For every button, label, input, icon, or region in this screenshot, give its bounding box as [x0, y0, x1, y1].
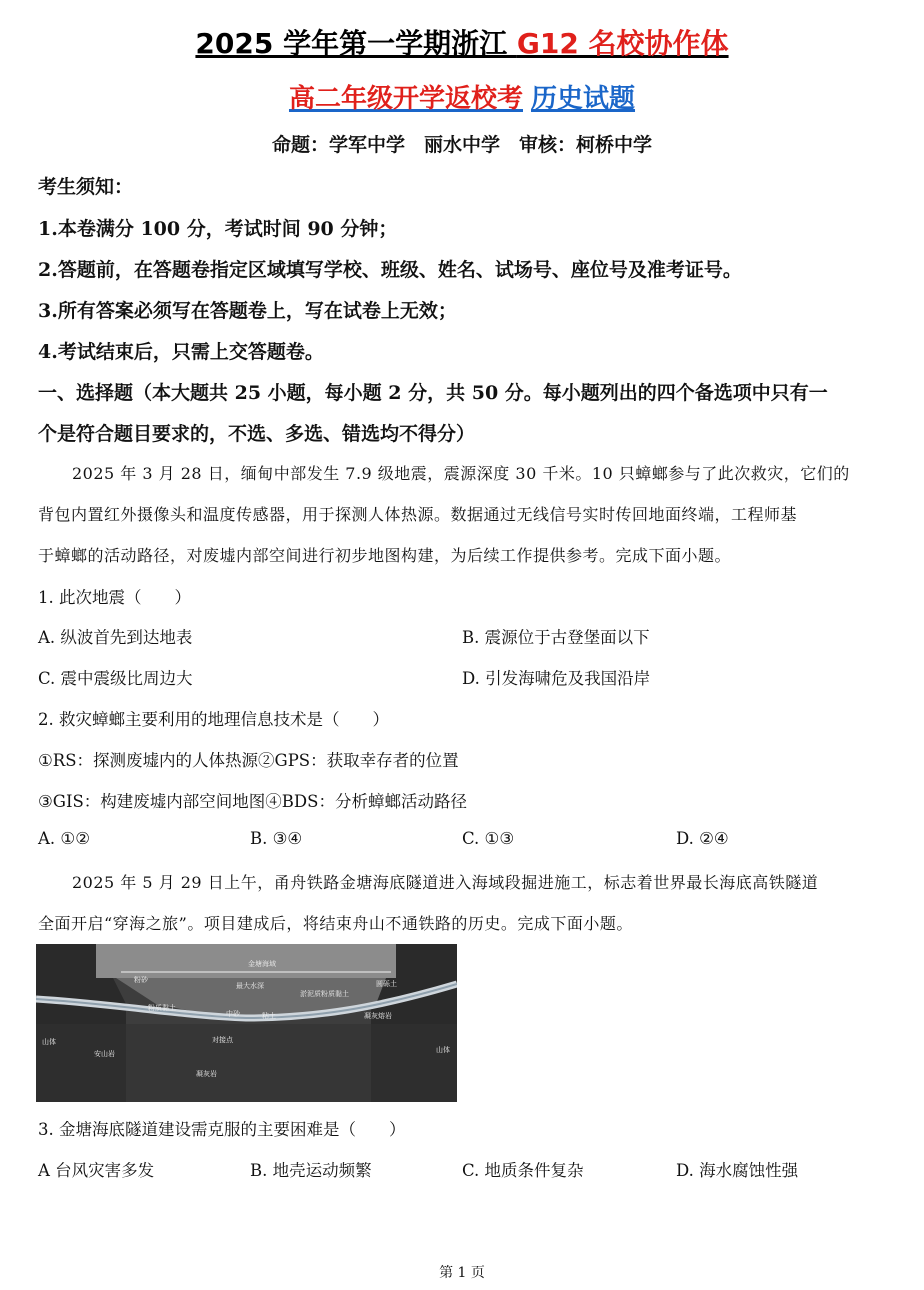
figure-label: 安山岩 — [94, 1050, 115, 1058]
passage-line: 于蟑螂的活动路径，对废墟内部空间进行初步地图构建，为后续工作提供参考。完成下面小题。 — [38, 546, 732, 565]
section-heading: 一、选择题（本大题共 25 小题，每小题 2 分，共 50 分。每小题列出的四个备选项中只有一 — [38, 382, 828, 404]
q3-option-b: B. 地壳运动频繁 — [250, 1161, 372, 1180]
figure-label: 中砂 — [226, 1010, 240, 1018]
figure-label: 粘土 — [262, 1012, 276, 1020]
exam-subtitle-subject: 历史试题 — [531, 84, 636, 114]
figure-label: 凝灰岩 — [196, 1070, 217, 1078]
q2-statement-line: ③GIS：构建废墟内部空间地图④BDS：分析蟑螂活动路径 — [38, 792, 467, 811]
q3-option-c: C. 地质条件复杂 — [462, 1161, 584, 1180]
question-2-stem: 2. 救灾蟑螂主要利用的地理信息技术是（ ） — [38, 710, 389, 729]
exam-title — [0, 22, 924, 62]
section-heading-cont: 个是符合题目要求的，不选、多选、错选均不得分） — [38, 423, 476, 445]
passage-line: 全面开启“穿海之旅”。项目建成后，将结束舟山不通铁路的历史。完成下面小题。 — [38, 914, 633, 933]
notice-item: 4.考试结束后，只需上交答题卷。 — [38, 341, 324, 363]
exam-subtitle — [0, 78, 924, 115]
figure-label: 圆砾土 — [376, 980, 397, 988]
notice-item: 1.本卷满分 100 分，考试时间 90 分钟； — [38, 218, 398, 240]
exam-subtitle-grade: 高二年级开学返校考 — [288, 84, 523, 114]
figure-label: 山体 — [436, 1046, 450, 1054]
notice-heading: 考生须知： — [38, 176, 134, 198]
exam-title-main: 2025 学年第一学期浙江 — [195, 27, 517, 60]
q2-statement-line: ①RS：探测废墟内的人体热源②GPS：获取幸存者的位置 — [38, 751, 459, 770]
q1-option-c: C. 震中震级比周边大 — [38, 669, 193, 688]
question-1-stem: 1. 此次地震（ ） — [38, 588, 191, 607]
tunnel-cross-section-figure — [36, 944, 457, 1102]
q3-option-a: A 台风灾害多发 — [38, 1161, 155, 1180]
figure-label: 粉质黏土 — [148, 1004, 176, 1012]
q2-option-c: C. ①③ — [462, 829, 515, 848]
passage-line: 背包内置红外摄像头和温度传感器，用于探测人体热源。数据通过无线信号实时传回地面终端，工程师基 — [38, 505, 798, 524]
sea-area — [96, 944, 396, 978]
q3-option-d: D. 海水腐蚀性强 — [676, 1161, 799, 1180]
figure-label: 粉砂 — [134, 976, 148, 984]
page-number: 第 1 页 — [439, 1265, 485, 1281]
notice-item: 3.所有答案必须写在答题卷上，写在试卷上无效； — [38, 300, 457, 322]
figure-label: 淤泥质粉质黏土 — [300, 990, 349, 998]
figure-label: 金塘海域 — [248, 960, 276, 968]
question-3-stem: 3. 金塘海底隧道建设需克服的主要困难是（ ） — [38, 1120, 406, 1139]
passage-line: 2025 年 3 月 28 日，缅甸中部发生 7.9 级地震，震源深度 30 千米。10 只蟑螂参与了此次救灾，它们的 — [72, 464, 850, 483]
byline: 命题：学军中学 丽水中学 审核：柯桥中学 — [271, 134, 652, 156]
q1-option-b: B. 震源位于古登堡面以下 — [462, 628, 650, 647]
figure-label: 对接点 — [212, 1036, 233, 1044]
tunnel-diagram — [36, 944, 457, 1102]
notice-item: 2.答题前，在答题卷指定区域填写学校、班级、姓名、试场号、座位号及准考证号。 — [38, 259, 742, 281]
q2-option-d: D. ②④ — [676, 829, 729, 848]
figure-label: 凝灰熔岩 — [364, 1012, 392, 1020]
figure-label: 最大水深 — [236, 982, 264, 990]
q2-option-b: B. ③④ — [250, 829, 303, 848]
passage-line: 2025 年 5 月 29 日上午，甬舟铁路金塘海底隧道进入海域段掘进施工，标志着世界最长海底高铁隧道 — [72, 873, 819, 892]
q1-option-a: A. 纵波首先到达地表 — [38, 628, 193, 647]
figure-label: 山体 — [42, 1038, 56, 1046]
q2-option-a: A. ①② — [38, 829, 90, 848]
exam-title-org: G12 名校协作体 — [516, 27, 729, 60]
q1-option-d: D. 引发海啸危及我国沿岸 — [462, 669, 651, 688]
bedrock-layer — [36, 1024, 457, 1102]
